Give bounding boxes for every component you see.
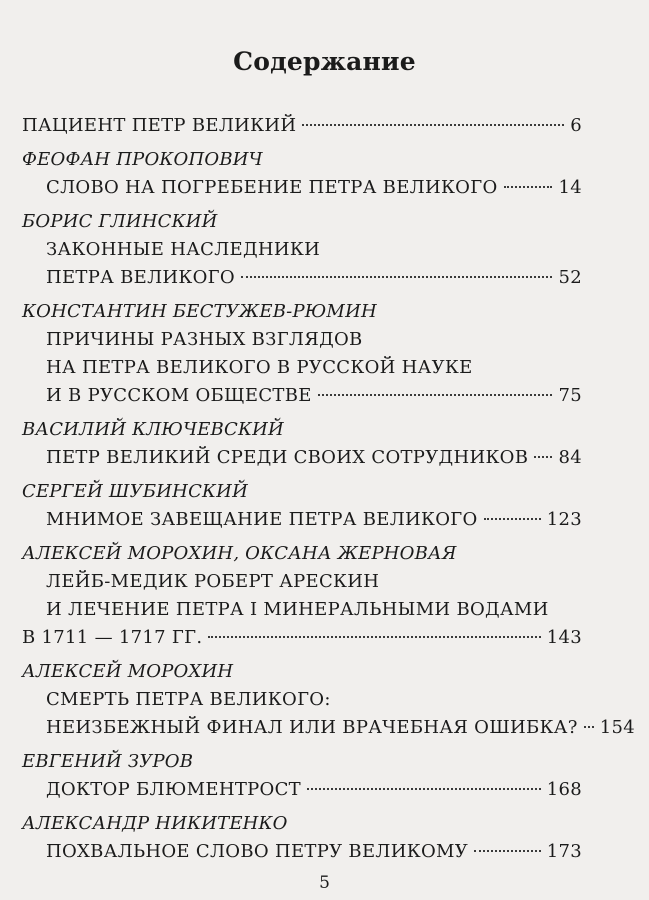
entry-author: БОРИС ГЛИНСКИЙ (22, 211, 218, 232)
entry-title: МНИМОЕ ЗАВЕЩАНИЕ ПЕТРА ВЕЛИКОГО (46, 509, 478, 530)
dot-leader (474, 850, 541, 852)
dot-leader (307, 788, 541, 790)
page-number: 75 (558, 385, 582, 406)
entry-title: ПАЦИЕНТ ПЕТР ВЕЛИКИЙ (22, 115, 297, 136)
toc-entry-row[interactable] (22, 264, 582, 292)
page-number: 168 (546, 779, 582, 800)
entry-author: АЛЕКСЕЙ МОРОХИН, ОКСАНА ЖЕРНОВАЯ (22, 543, 457, 564)
toc-entry-row[interactable] (22, 382, 582, 410)
entry-title-line: И ЛЕЧЕНИЕ ПЕТРА I МИНЕРАЛЬНЫМИ ВОДАМИ (46, 599, 549, 620)
page-folio: 5 (319, 873, 330, 893)
toc-entry-row[interactable] (22, 112, 582, 140)
dot-leader (584, 726, 594, 728)
page-number: 173 (546, 841, 582, 862)
entry-author: ВАСИЛИЙ КЛЮЧЕВСКИЙ (22, 419, 284, 440)
dot-leader (208, 636, 540, 638)
entry-title-line: НА ПЕТРА ВЕЛИКОГО В РУССКОЙ НАУКЕ (46, 357, 473, 378)
toc-entry-row[interactable] (22, 506, 582, 534)
toc-entry-row[interactable] (22, 714, 635, 742)
entry-author: КОНСТАНТИН БЕСТУЖЕВ-РЮМИН (22, 301, 377, 322)
dot-leader (302, 124, 564, 126)
page-number: 6 (570, 115, 582, 136)
page-number: 123 (546, 509, 582, 530)
dot-leader (534, 456, 552, 458)
entry-title-line: ЛЕЙБ-МЕДИК РОБЕРТ АРЕСКИН (46, 571, 380, 592)
page-number: 84 (558, 447, 582, 468)
toc-entry-row[interactable] (22, 776, 582, 804)
entry-author: СЕРГЕЙ ШУБИНСКИЙ (22, 481, 248, 502)
entry-author: АЛЕКСАНДР НИКИТЕНКО (22, 813, 288, 834)
entry-title: ПЕТР ВЕЛИКИЙ СРЕДИ СВОИХ СОТРУДНИКОВ (46, 447, 529, 468)
entry-author: АЛЕКСЕЙ МОРОХИН (22, 661, 234, 682)
entry-title-line: СМЕРТЬ ПЕТРА ВЕЛИКОГО: (46, 689, 331, 710)
page-number: 14 (558, 177, 582, 198)
entry-title: И В РУССКОМ ОБЩЕСТВЕ (46, 385, 312, 406)
entry-title: ПЕТРА ВЕЛИКОГО (46, 267, 235, 288)
entry-title: СЛОВО НА ПОГРЕБЕНИЕ ПЕТРА ВЕЛИКОГО (46, 177, 498, 198)
page-number: 52 (558, 267, 582, 288)
entry-author: ФЕОФАН ПРОКОПОВИЧ (22, 149, 263, 170)
dot-leader (504, 186, 553, 188)
dot-leader (484, 518, 541, 520)
toc-entry-row[interactable] (22, 624, 582, 652)
page-title: Содержание (233, 47, 416, 76)
page-number: 143 (546, 627, 582, 648)
dot-leader (318, 394, 553, 396)
entry-title-line: ПРИЧИНЫ РАЗНЫХ ВЗГЛЯДОВ (46, 329, 363, 350)
entry-title: НЕИЗБЕЖНЫЙ ФИНАЛ ИЛИ ВРАЧЕБНАЯ ОШИБКА? (46, 717, 578, 738)
table-of-contents (22, 112, 635, 866)
toc-entry-row[interactable] (22, 174, 582, 202)
page-number: 154 (599, 717, 635, 738)
entry-author: ЕВГЕНИЙ ЗУРОВ (22, 751, 194, 772)
entry-title: В 1711 — 1717 ГГ. (22, 627, 203, 648)
entry-title-line: ЗАКОННЫЕ НАСЛЕДНИКИ (46, 239, 321, 260)
entry-title: ДОКТОР БЛЮМЕНТРОСТ (46, 779, 301, 800)
toc-entry-row[interactable] (22, 838, 582, 866)
toc-entry-row[interactable] (22, 444, 582, 472)
entry-title: ПОХВАЛЬНОЕ СЛОВО ПЕТРУ ВЕЛИКОМУ (46, 841, 469, 862)
dot-leader (241, 276, 553, 278)
